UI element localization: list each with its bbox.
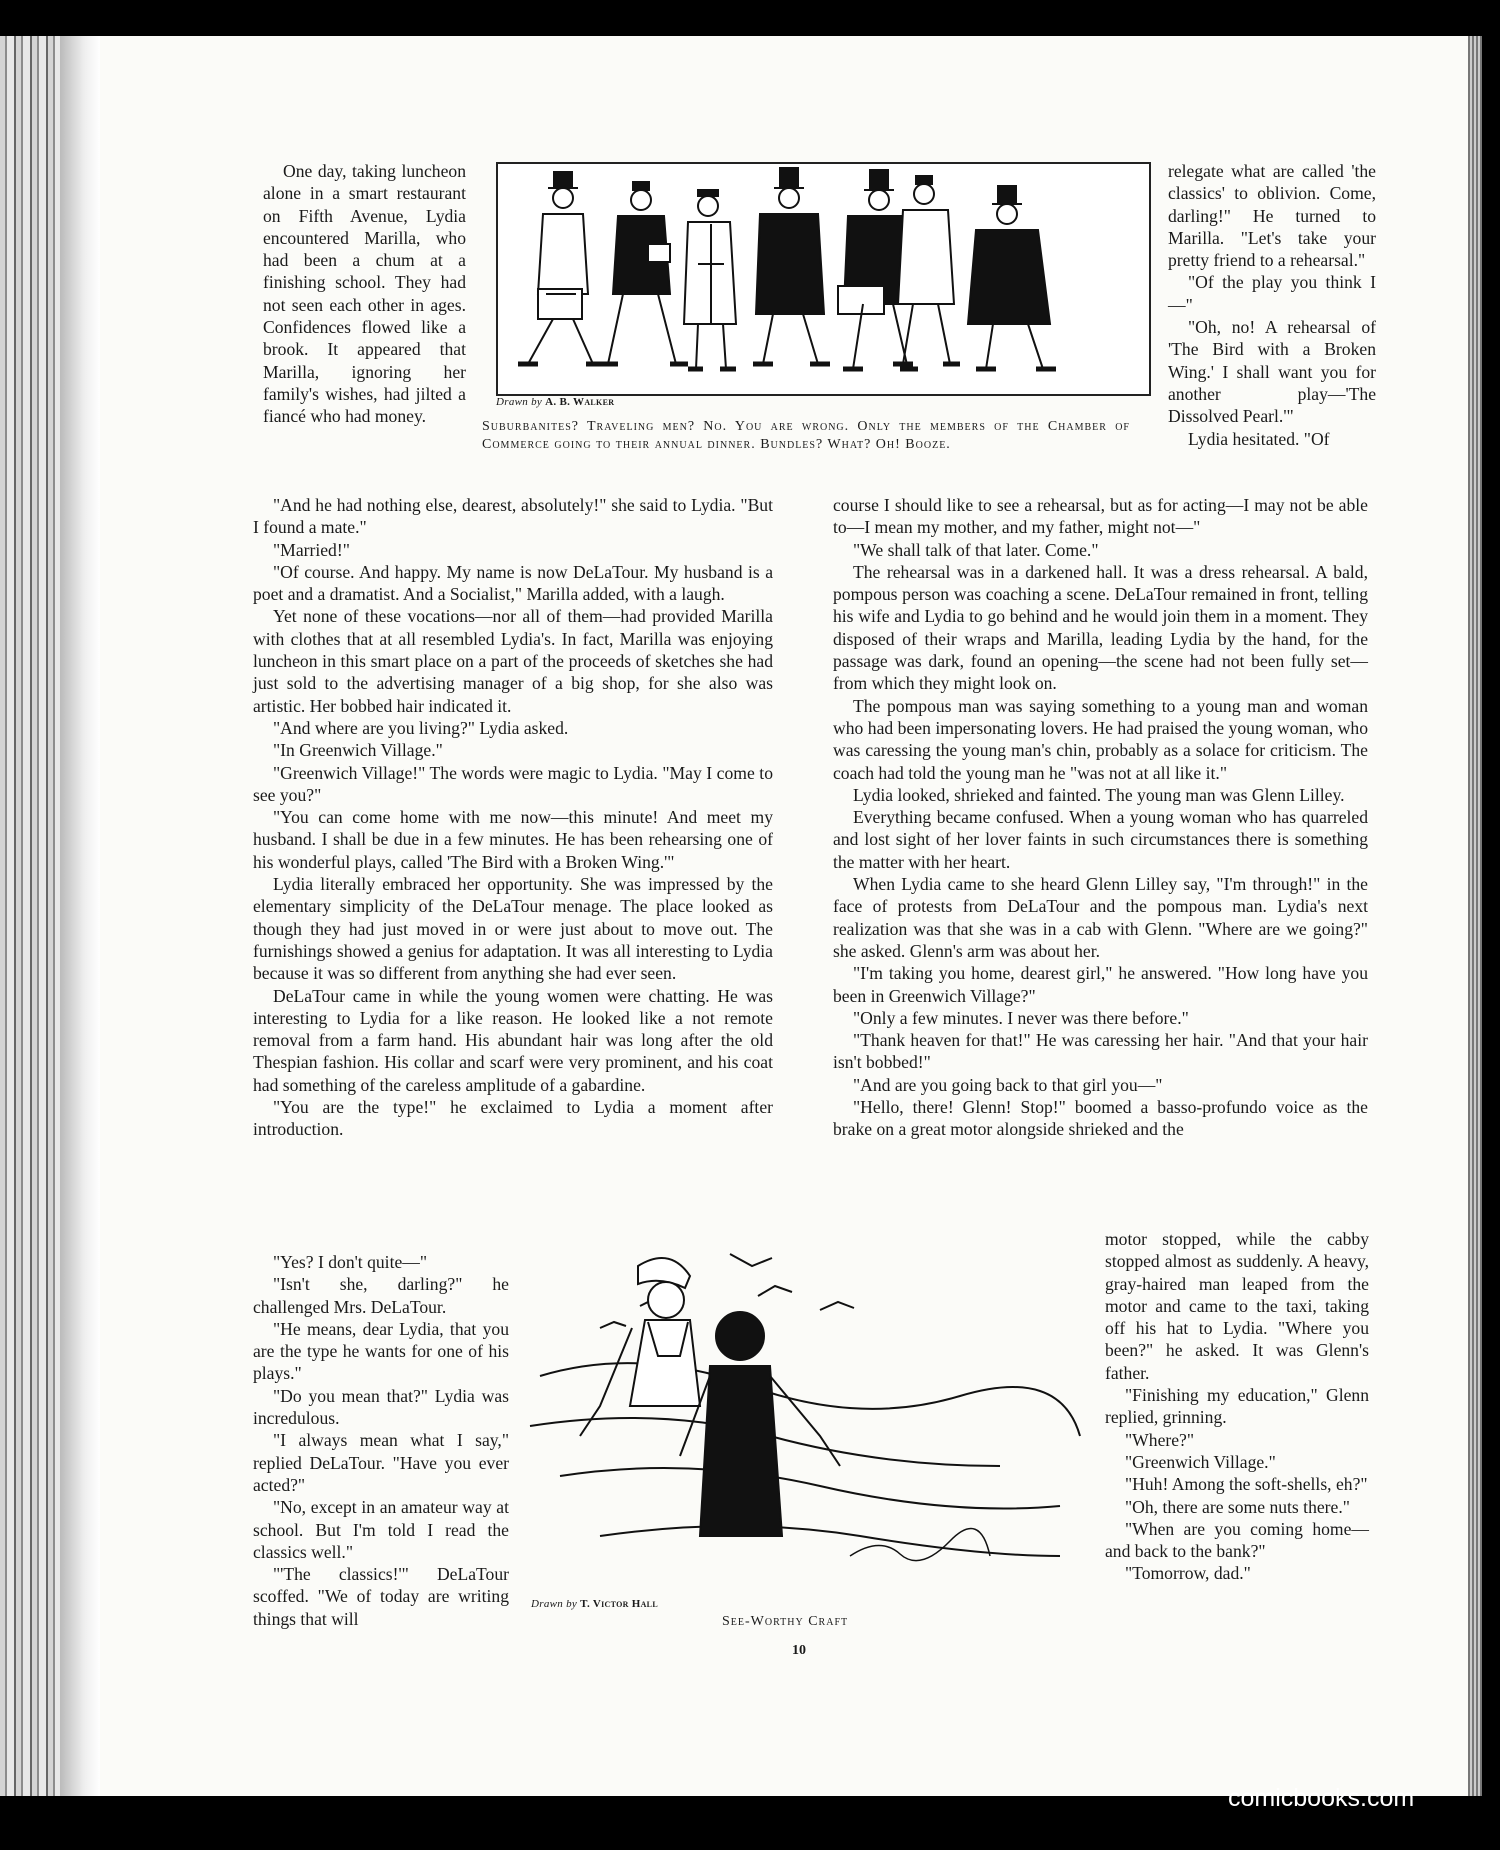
paragraph: Lydia literally embraced her opportunity. She was impressed by the elementary simplicity of the DeLaTour menage. The place looked as though they had just moved in or were just about to move out. The furnishings showed a genius for adaptation. It was all interesting to Lydia because it was so different from anything she had ever seen. [253, 874, 773, 984]
paragraph: "Do you mean that?" Lydia was incredulous. [253, 1385, 509, 1429]
paragraph: "Isn't she, darling?" he challenged Mrs. DeLaTour. [253, 1274, 509, 1317]
column-right-bottom [1105, 1228, 1369, 1585]
illustration-commuters [496, 162, 1151, 396]
paragraph: "Yes? I don't quite—" [273, 1252, 428, 1272]
commuters-drawing [498, 164, 1149, 394]
paragraph: "Tomorrow, dad." [1125, 1563, 1251, 1584]
column-left-main [253, 494, 773, 1141]
column-right-main [833, 494, 1368, 1141]
watermark: comicbooks.com [1228, 1784, 1415, 1812]
paragraph: "I always mean what I say," replied DeLaTour. "Have you ever acted?" [253, 1430, 509, 1495]
paragraph: The rehearsal was in a darkened hall. It was a dress rehearsal. A bald, pompous person was coaching a scene. DeLaTour remained in front, telling his wife and Lydia to go behind and he would join them in a moment. They disposed of their wraps and Marilla, leading Lydia by the hand, for the passage was dark, found an opening—the scene had not been fully set—from which they might look on. [833, 561, 1368, 694]
paragraph: Yet none of these vocations—nor all of them—had provided Marilla with clothes that at all resembled Lydia's. In fact, Marilla was enjoying luncheon in this smart place on a part of the proceeds of sketches she had just sold to the advertising manager of a big shop, for she also was artistic. Her bobbed hair indicated it. [253, 606, 773, 716]
paragraph: "Only a few minutes. I never was there before." [853, 1007, 1189, 1028]
paragraph: One day, taking luncheon alone in a smart restaurant on Fifth Avenue, Lydia encountered Marilla, who had been a chum at a finishing school. They had not seen each other in ages. Confidences flowed like a brook. It appeared that Marilla, ignoring her family's wishes, had jilted a fiancé who had money. [263, 161, 466, 427]
paragraph: motor stopped, while the cabby stopped almost as suddenly. A heavy, gray-haired man leaped from the motor and came to the taxi, taking off his hat to Lydia. "Where you been?" he asked. It was Glenn's father. [1105, 1229, 1369, 1383]
column-left-bottom [253, 1251, 509, 1630]
paragraph: "I'm taking you home, dearest girl," he answered. "How long have you been in Greenwich Village?" [833, 963, 1368, 1006]
paragraph: "Finishing my education," Glenn replied, grinning. [1105, 1385, 1369, 1428]
paragraph: "Of course. And happy. My name is now DeLaTour. My husband is a poet and a dramatist. And a Socialist," Marilla added, with a laugh. [253, 561, 773, 605]
paragraph: "Thank heaven for that!" He was caressing her hair. "And that your hair isn't bobbed!" [833, 1030, 1368, 1073]
paragraph: "You can come home with me now—this minute! And meet my husband. I shall be due in a few minutes. He has been rehearsing one of his wonderful plays, called 'The Bird with a Broken Wing.'" [253, 807, 773, 872]
paragraph: DeLaTour came in while the young women were chatting. He was interesting to Lydia for a like reason. He looked like a not remote removal from a farm hand. His abundant hair was long after the old Thespian fashion. His collar and scarf were very prominent, and his coat had something of the careless amplitude of a gabardine. [253, 985, 773, 1095]
paragraph: "Oh, no! A rehearsal of 'The Bird with a Broken Wing.' I shall want you for another play—'The Dissolved Pearl.'" [1168, 317, 1376, 427]
credit-name: T. Victor Hall [580, 1598, 658, 1610]
paragraph: "In Greenwich Village." [273, 740, 443, 761]
paragraph: Everything became confused. When a young woman who has quarreled and lost sight of her lover faints in such circumstances there is something the matter with her heart. [833, 807, 1368, 872]
illustration-credit-bottom [531, 1598, 658, 1610]
paragraph: "Where?" [1125, 1429, 1195, 1450]
paragraph: "Married!" [273, 539, 350, 560]
illustration-credit-top [496, 396, 614, 408]
paragraph: "You are the type!" he exclaimed to Lydia a moment after introduction. [253, 1097, 773, 1140]
paragraph: course I should like to see a rehearsal, but as for acting—I may not be able to—I mean my mother, and my father, might not—" [833, 495, 1368, 538]
paragraph: "He means, dear Lydia, that you are the type he wants for one of his plays." [253, 1318, 509, 1384]
paragraph: "Oh, there are some nuts there." [1125, 1496, 1350, 1517]
page-edge [1468, 36, 1482, 1796]
paragraph: "And are you going back to that girl you—" [853, 1074, 1163, 1095]
paragraph: "Greenwich Village!" The words were magic to Lydia. "May I come to see you?" [253, 762, 773, 805]
illustration-caption-top: Suburbanites? Traveling men? No. You are wrong. Only the members of the Chamber of Commerce going to their annual dinner. Bundles? What? Oh! Booze. [482, 419, 1130, 452]
paragraph: "'The classics!'" DeLaTour scoffed. "We of today are writing things that will [253, 1564, 509, 1629]
illustration-bathers [520, 1236, 1090, 1596]
paragraph: Lydia looked, shrieked and fainted. The young man was Glenn Lilley. [853, 784, 1345, 805]
paragraph: The pompous man was saying something to a young man and woman who had been impersonating lovers. He had praised the young woman, who was caressing the young man's chin, probably as a solace for criticism. The coach had told the young man he "was not at all like it." [833, 695, 1368, 783]
column-left-top [263, 160, 466, 428]
paragraph: "Greenwich Village." [1125, 1451, 1276, 1472]
paragraph: "Hello, there! Glenn! Stop!" boomed a basso-profundo voice as the brake on a great motor alongside shrieked and the [833, 1097, 1368, 1140]
paragraph: When Lydia came to she heard Glenn Lilley say, "I'm through!" in the face of protests from DeLaTour and the pompous man. Lydia's next realization was that she was in a cab with Glenn. "Where are we going?" she asked. Glenn's arm was about her. [833, 874, 1368, 961]
paragraph: "When are you coming home—and back to the bank?" [1105, 1518, 1369, 1562]
bathers-drawing [520, 1236, 1090, 1596]
credit-prefix: Drawn by [496, 396, 543, 408]
paragraph: "We shall talk of that later. Come." [853, 539, 1099, 560]
paragraph: "And he had nothing else, dearest, absolutely!" she said to Lydia. "But I found a mate." [253, 495, 773, 538]
credit-name: A. B. Walker [545, 396, 615, 408]
column-right-top [1168, 160, 1376, 450]
paragraph: "Huh! Among the soft-shells, eh?" [1125, 1474, 1368, 1495]
page-number: 10 [792, 1643, 806, 1658]
paragraph: "No, except in an amateur way at school. But I'm told I read the classics well." [253, 1497, 509, 1562]
spine-shadow [60, 36, 100, 1796]
paragraph: Lydia hesitated. "Of [1188, 428, 1330, 449]
paragraph: "And where are you living?" Lydia asked. [273, 717, 569, 738]
illustration-caption-bottom: See-Worthy Craft [722, 1614, 849, 1629]
credit-prefix: Drawn by [531, 1598, 578, 1610]
paragraph: relegate what are called 'the classics' to oblivion. Come, darling!" He turned to Marilla. "Let's take your pretty friend to a rehearsal." [1168, 161, 1376, 271]
paragraph: "Of the play you think I—" [1168, 272, 1376, 315]
